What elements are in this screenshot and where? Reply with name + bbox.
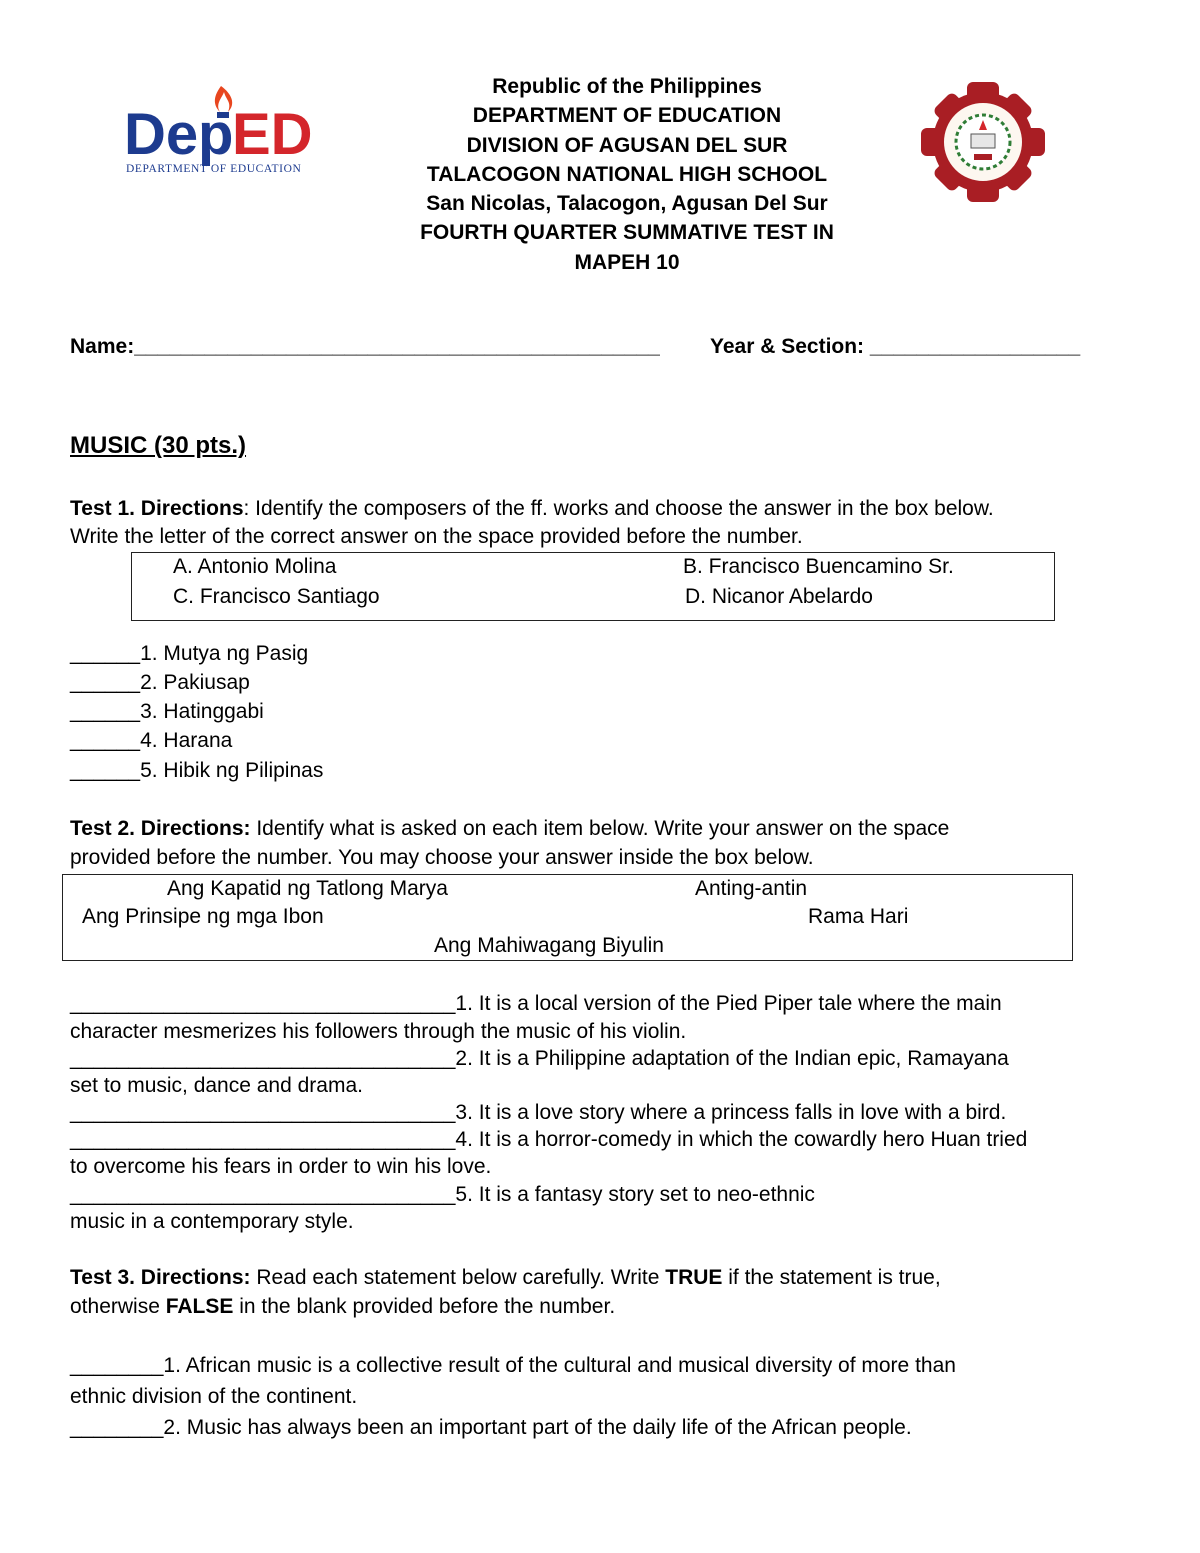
header-republic: Republic of the Philippines <box>492 75 762 98</box>
test3-true-word: TRUE <box>665 1266 723 1289</box>
test2-line-9: music in a contemporary style. <box>70 1210 354 1233</box>
test3-false-word: FALSE <box>165 1295 234 1318</box>
document-header <box>372 72 882 277</box>
test1-item-3[interactable]: ______3. Hatinggabi <box>70 700 264 723</box>
test3-text-d: in the blank provided before the number. <box>233 1295 616 1318</box>
svg-text:p: p <box>198 102 234 167</box>
year-section-label: Year & Section: <box>710 335 865 358</box>
test1-choice-c: C. Francisco Santiago <box>173 585 380 608</box>
test1-text: : Identify the composers of the ff. works and choose the answer in the box below. <box>243 497 994 520</box>
deped-logo <box>114 72 340 184</box>
test2-line-2: character mesmerizes his followers through the music of his violin. <box>70 1020 687 1043</box>
test2-text: Identify what is asked on each item below. Write your answer on the space <box>250 817 950 840</box>
test1-choice-b: B. Francisco Buencamino Sr. <box>683 555 954 578</box>
test2-line-3[interactable]: _________________________________2. It is a Philippine adaptation of the Indian epic, Ramayana <box>70 1047 1009 1070</box>
school-seal-logo <box>918 80 1048 204</box>
test3-text-c: otherwise <box>70 1295 166 1318</box>
test2-line-7: to overcome his fears in order to win his love. <box>70 1155 492 1178</box>
test2-line-8[interactable]: _________________________________5. It is a fantasy story set to neo-ethnic <box>70 1183 815 1206</box>
test2-directions <box>70 817 949 841</box>
test1-directions-2: Write the letter of the correct answer on the space provided before the number. <box>70 525 803 548</box>
header-department: DEPARTMENT OF EDUCATION <box>472 104 782 128</box>
svg-text:DEPARTMENT OF EDUCATION: DEPARTMENT OF EDUCATION <box>126 163 302 175</box>
test2-choice-3: Ang Prinsipe ng mga Ibon <box>82 905 324 928</box>
test2-choices-box <box>62 874 1073 961</box>
test3-text-b: if the statement is true, <box>722 1266 941 1289</box>
test1-item-4[interactable]: ______4. Harana <box>70 729 233 752</box>
test2-line-4: set to music, dance and drama. <box>70 1074 363 1097</box>
test1-item-1[interactable]: ______1. Mutya ng Pasig <box>70 642 309 665</box>
test2-choice-1: Ang Kapatid ng Tatlong Marya <box>167 877 448 900</box>
test3-directions-2 <box>70 1295 615 1319</box>
test1-item-2[interactable]: ______2. Pakiusap <box>70 671 250 694</box>
test1-label: Test 1. Directions <box>70 497 244 520</box>
name-field[interactable] <box>70 335 660 359</box>
test2-choice-2: Anting-antin <box>695 877 808 900</box>
music-heading: MUSIC (30 pts.) <box>70 432 247 459</box>
test3-line-2: ethnic division of the continent. <box>70 1385 358 1408</box>
header-division: DIVISION OF AGUSAN DEL SUR <box>466 133 788 157</box>
test2-choice-5: Ang Mahiwagang Biyulin <box>434 934 664 957</box>
test1-choices-box <box>131 552 1055 621</box>
name-label: Name: <box>70 335 135 358</box>
test2-choice-4: Rama Hari <box>808 905 909 928</box>
test2-label: Test 2. Directions: <box>70 817 251 840</box>
test3-label: Test 3. Directions: <box>70 1266 251 1289</box>
test1-item-5[interactable]: ______5. Hibik ng Pilipinas <box>70 759 324 782</box>
test1-directions <box>70 497 994 521</box>
test3-line-1[interactable]: ________1. African music is a collective result of the cultural and musical diversity of more than <box>70 1354 956 1377</box>
header-test-title: FOURTH QUARTER SUMMATIVE TEST IN <box>420 221 834 245</box>
test3-text-a: Read each statement below carefully. Write <box>250 1266 666 1289</box>
header-school: TALACOGON NATIONAL HIGH SCHOOL <box>426 162 828 186</box>
name-blank[interactable]: _____________________________________________ <box>134 335 660 358</box>
test3-directions <box>70 1266 941 1290</box>
year-section-field[interactable] <box>710 335 1080 359</box>
test2-line-1[interactable]: _________________________________1. It is a local version of the Pied Piper tale where the main <box>70 992 1002 1015</box>
test2-line-5[interactable]: _________________________________3. It is a love story where a princess falls in love with a bird. <box>70 1101 1007 1124</box>
year-section-blank[interactable]: __________________ <box>869 335 1081 358</box>
test3-line-3[interactable]: ________2. Music has always been an important part of the daily life of the African people. <box>70 1416 912 1439</box>
svg-text:ED: ED <box>232 102 313 167</box>
deped-wordmark-left: De <box>124 102 199 167</box>
test2-directions-2: provided before the number. You may choose your answer inside the box below. <box>70 846 814 869</box>
test2-line-6[interactable]: _________________________________4. It is a horror-comedy in which the cowardly hero Huan tried <box>70 1128 1028 1151</box>
test1-choice-a: A. Antonio Molina <box>173 555 337 578</box>
header-subject: MAPEH 10 <box>574 250 680 274</box>
test1-choice-d: D. Nicanor Abelardo <box>685 585 873 608</box>
header-address: San Nicolas, Talacogon, Agusan Del Sur <box>426 192 828 216</box>
